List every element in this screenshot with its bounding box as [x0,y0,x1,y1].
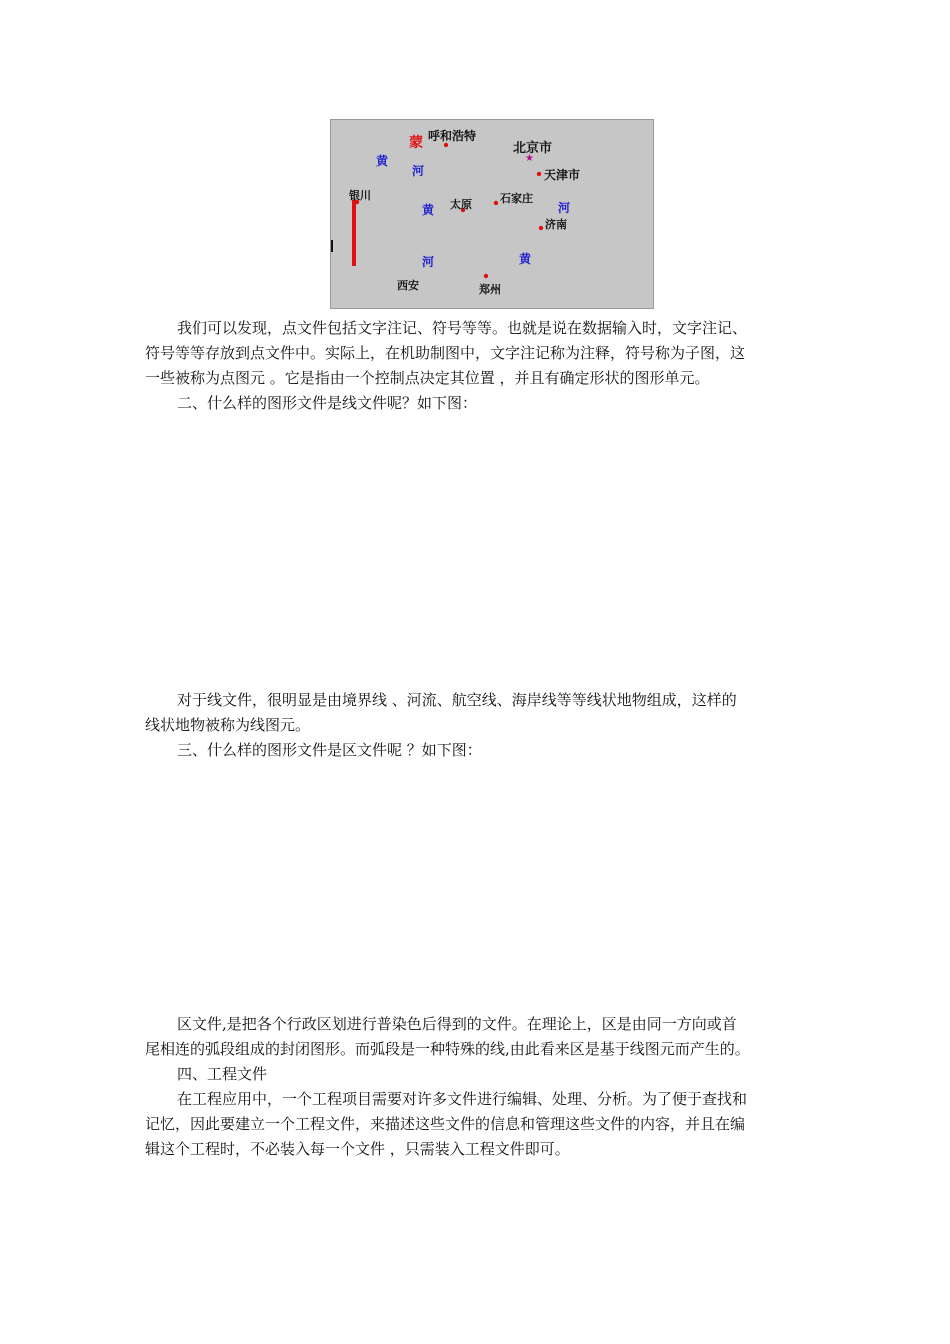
line-file-figure-area [145,420,810,680]
city-label-tianjin: 天津市 [544,168,581,182]
paragraph-line: 对于线文件，很明显是由境界线 、河流、航空线、海岸线等等线状地物组成，这样的 [177,691,737,709]
paragraph-line-file [145,688,810,738]
map-canvas [331,120,653,308]
section-heading-region-file: 三、什么样的图形文件是区文件呢 ？如下图： [177,741,482,759]
city-point-tianjin [537,172,541,176]
river-label-huang-2: 黄 [422,203,435,217]
section-heading-project-file: 四、工程文件 [177,1065,268,1083]
city-label-beijing: 北京市 [513,141,553,156]
city-point-huhehaote [444,143,448,147]
paragraph-line: 区文件,是把各个行政区划进行普染色后得到的文件。在理论上，区是由同一方向或首 [177,1015,737,1033]
city-point-jinan [539,226,543,230]
city-label-zhengzhou: 郑州 [479,283,501,296]
city-label-yinchuan: 银川 [349,189,371,202]
paragraph-line: 记忆，因此要建立一个工程文件，来描述这些文件的信息和管理这些文件的内容，并且在编 [145,1115,746,1133]
map-edge-mark [331,240,333,252]
river-label-huang-3: 黄 [519,252,532,266]
paragraph-region-file [145,1012,810,1062]
city-label-huhehaote: 呼和浩特 [428,129,477,143]
city-label-shijiazhuang: 石家庄 [500,192,533,205]
paragraph-project-file [145,1087,810,1162]
paragraph-line: 辑这个工程时，不必装入每一个文件 ，只需装入工程文件即可。 [145,1140,570,1158]
point-file-map-figure [330,119,654,309]
river-label-he-1: 河 [412,164,425,178]
region-boundary-label-strip [352,200,356,266]
city-label-xian: 西安 [397,279,419,292]
paragraph-point-file [145,316,810,391]
city-label-jinan: 济南 [545,218,567,231]
paragraph-line: 我们可以发现，点文件包括文字注记、符号等等。也就是说在数据输入时，文字注记、 [177,319,748,337]
river-label-huang-1: 黄 [376,154,389,168]
river-label-he-3: 河 [422,255,435,269]
city-label-taiyuan: 太原 [450,198,472,211]
capital-star-icon: ★ [525,153,534,164]
section-heading-line-file: 二、什么样的图形文件是线文件呢？如下图： [177,394,478,412]
paragraph-line: 线状地物被称为线图元。 [145,716,311,734]
paragraph-line: 符号等等存放到点文件中。实际上，在机助制图中，文字注记称为注释，符号称为子图，这 [145,344,746,362]
paragraph-line: 在工程应用中，一个工程项目需要对许多文件进行编辑、处理、分析。为了便于查找和 [177,1090,748,1108]
region-label: 蒙 [409,135,423,151]
paragraph-line: 尾相连的弧段组成的封闭图形。而弧段是一种特殊的线,由此看来区是基于线图元而产生的。 [145,1040,750,1058]
river-label-he-2: 河 [558,201,571,215]
paragraph-line: 一些被称为点图元 。它是指由一个控制点决定其位置 ，并且有确定形状的图形单元。 [145,369,710,387]
region-file-figure-area [145,768,810,1008]
city-point-shijiazhuang [494,201,498,205]
city-point-zhengzhou [484,274,488,278]
